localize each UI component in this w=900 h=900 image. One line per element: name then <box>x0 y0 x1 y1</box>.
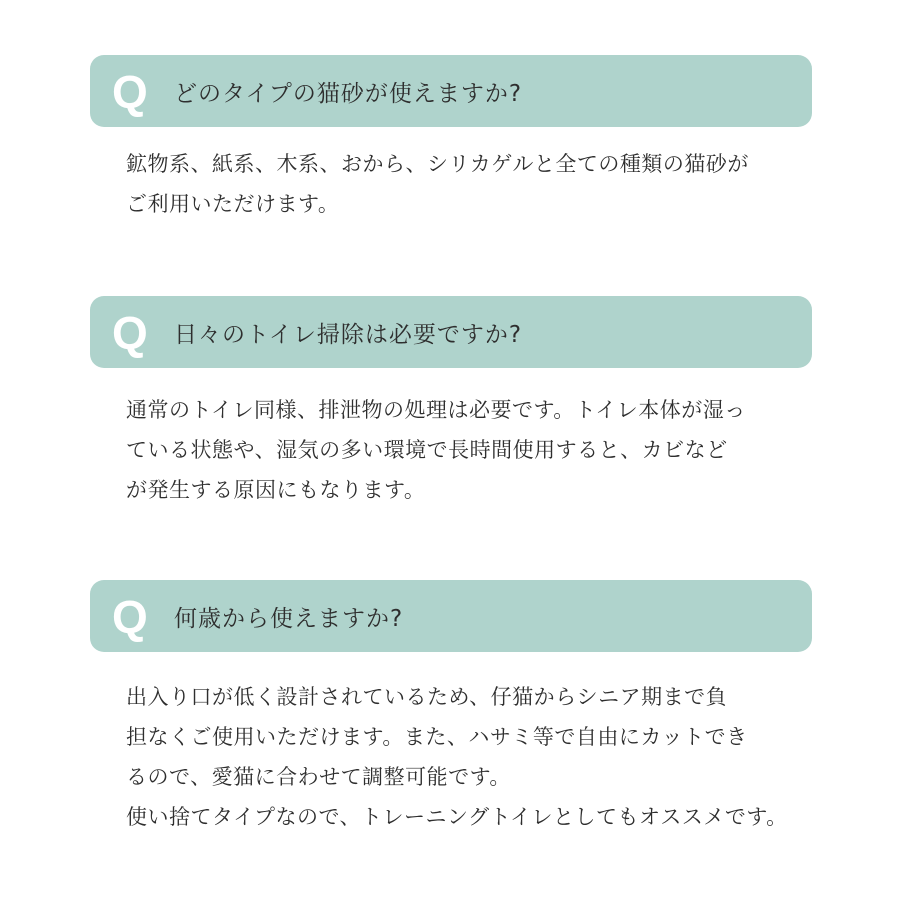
question-bar <box>90 580 812 652</box>
q-mark: Q <box>112 591 148 643</box>
q-mark: Q <box>112 66 148 118</box>
question-text: 何歳から使えますか? <box>174 605 404 632</box>
answer-line: ている状態や、湿気の多い環境で長時間使用すると、カビなど <box>126 438 728 462</box>
q-mark: Q <box>112 307 148 359</box>
answer-line: 使い捨てタイプなので、トレーニングトイレとしてもオススメです。 <box>126 805 788 829</box>
faq-item-1 <box>90 55 812 224</box>
answer-line: ご利用いただけます。 <box>126 192 340 216</box>
answer-line: 担なくご使用いただけます。また、ハサミ等で自由にカットでき <box>126 725 748 749</box>
question-bar <box>90 296 812 368</box>
answer <box>126 677 812 837</box>
answer-line: 出入り口が低く設計されているため、仔猫からシニア期まで負 <box>126 685 728 709</box>
answer-line: るので、愛猫に合わせて調整可能です。 <box>126 765 511 789</box>
faq-item-3 <box>90 580 812 837</box>
faq-item-2 <box>90 296 812 510</box>
question-bar <box>90 55 812 127</box>
question-text: どのタイプの猫砂が使えますか? <box>174 80 523 107</box>
answer-line: が発生する原因にもなります。 <box>126 478 426 502</box>
answer <box>126 144 812 224</box>
answer <box>126 390 812 510</box>
answer-line: 鉱物系、紙系、木系、おから、シリカゲルと全ての種類の猫砂が <box>126 152 749 176</box>
question-text: 日々のトイレ掃除は必要ですか? <box>174 321 523 348</box>
answer-line: 通常のトイレ同様、排泄物の処理は必要です。トイレ本体が湿っ <box>126 398 746 422</box>
